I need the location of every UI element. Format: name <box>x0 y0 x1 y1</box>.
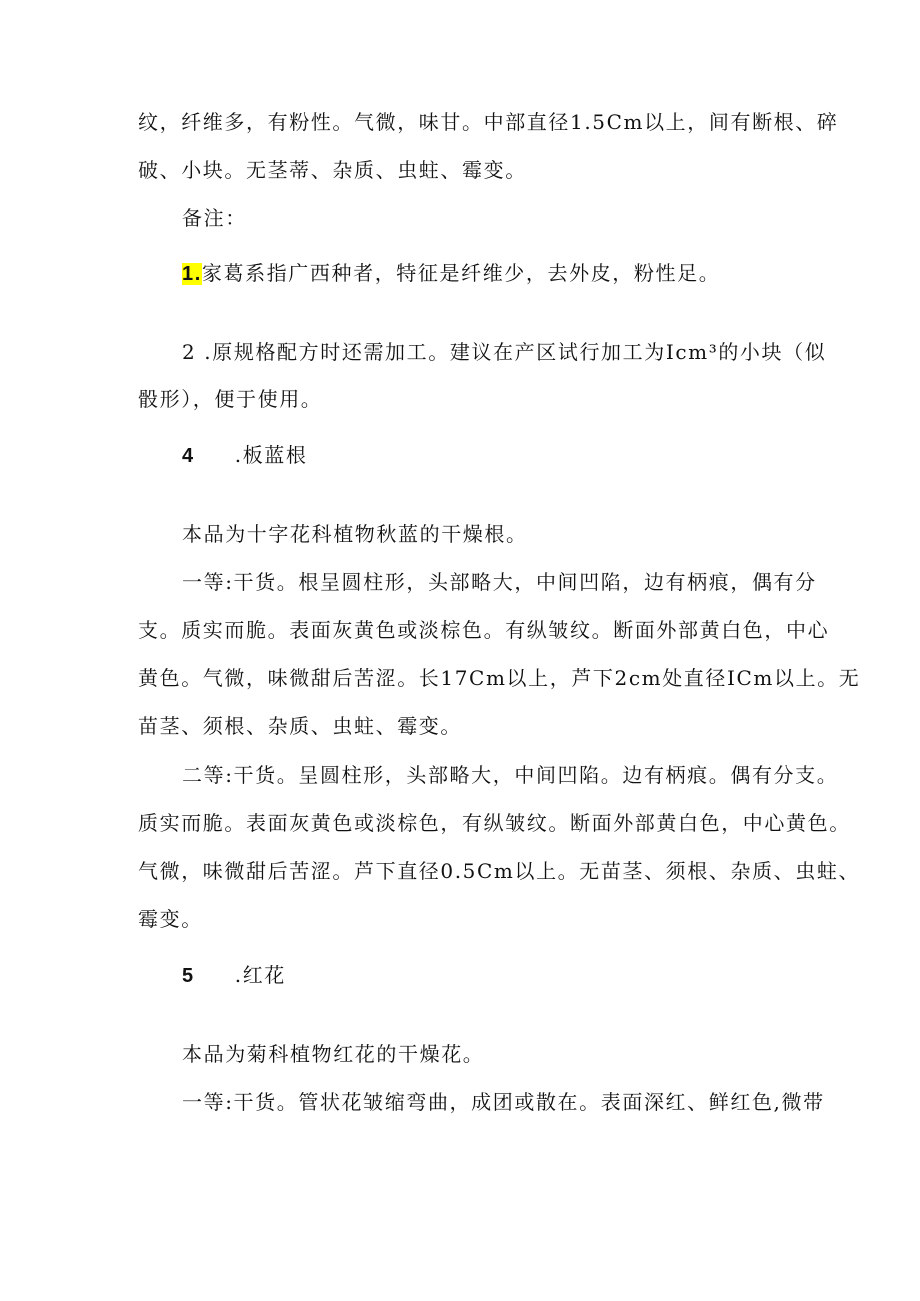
section-heading-5 <box>182 961 286 990</box>
note-item-1 <box>182 259 720 288</box>
grade-line: 一等:干货。管状花皱缩弯曲，成团或散在。表面深红、鲜红色,微带 <box>182 1090 825 1114</box>
grade-line: 气微，味微甜后苦涩。芦下直径0.5Cm以上。无苗茎、须根、杂质、虫蛀、 <box>138 859 861 883</box>
section-heading-4 <box>182 441 308 470</box>
grade-line: 黄色。气微，味微甜后苦涩。长17Cm以上，芦下2cm处直径ICm以上。无 <box>138 666 861 690</box>
note-item-2: 2 .原规格配方时还需加工。建议在产区试行加工为Icm³的小块（似 <box>182 340 827 364</box>
section-number: 5 <box>182 965 195 987</box>
section-number: 4 <box>182 445 195 467</box>
section-title: .板蓝根 <box>234 443 308 467</box>
section-title: .红花 <box>234 963 286 987</box>
paragraph-line: 破、小块。无茎蒂、杂质、虫蛀、霉变。 <box>138 158 527 182</box>
grade-line: 苗茎、须根、杂质、虫蛀、霉变。 <box>138 714 462 738</box>
note-number-highlighted: 1. <box>182 263 202 285</box>
paragraph-line: 纹，纤维多，有粉性。气微，味甘。中部直径1.5Cm以上，间有断根、碎 <box>138 110 839 134</box>
grade-line: 二等:干货。呈圆柱形，头部略大，中间凹陷。边有柄痕。偶有分支。 <box>182 763 839 787</box>
section-intro: 本品为菊科植物红花的干燥花。 <box>182 1042 485 1066</box>
section-intro: 本品为十字花科植物秋蓝的干燥根。 <box>182 522 528 546</box>
note-text: 家葛系指广西种者，特征是纤维少，去外皮，粉性足。 <box>201 261 721 285</box>
grade-line: 支。质实而脆。表面灰黄色或淡棕色。有纵皱纹。断面外部黄白色，中心 <box>138 618 830 642</box>
grade-line: 一等:干货。根呈圆柱形，头部略大，中间凹陷，边有柄痕，偶有分 <box>182 570 817 594</box>
paragraph-line: 骰形），便于使用。 <box>138 387 323 411</box>
grade-line: 质实而脆。表面灰黄色或淡棕色，有纵皱纹。断面外部黄白色，中心黄色。 <box>138 811 851 835</box>
note-label: 备注： <box>182 206 247 230</box>
grade-line: 霉变。 <box>138 907 203 931</box>
